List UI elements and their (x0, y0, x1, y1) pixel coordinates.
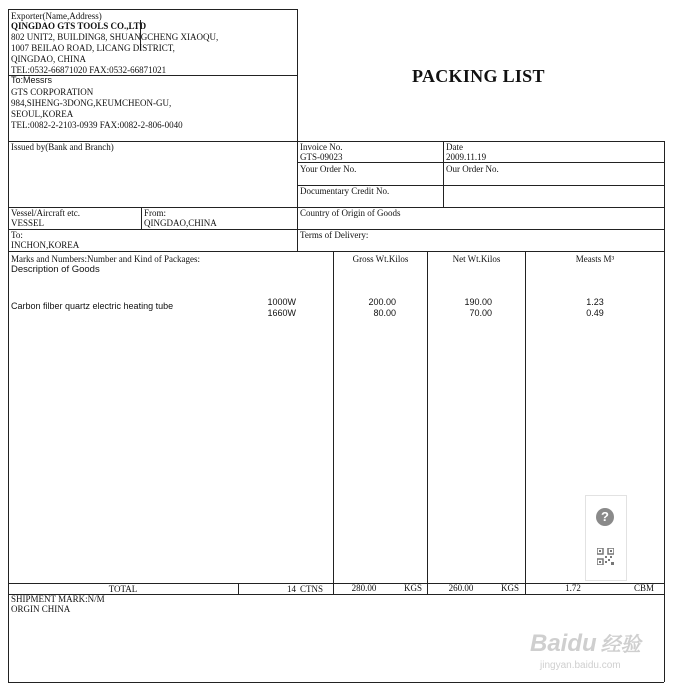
shipment-origin: ORGIN CHINA (11, 604, 71, 614)
meas-header: Measts M³ (575, 254, 615, 264)
watermark-brand-cn: 经验 (600, 634, 641, 656)
exporter-label: Exporter(Name,Address) (11, 11, 102, 21)
exporter-address-1: 802 UNIT2, BUILDING8, SHUANGCHENG XIAOQU, (11, 32, 219, 42)
consignee-contact: TEL:0082-2-2103-0939 FAX:0082-2-806-0040 (11, 120, 183, 130)
divider-invoice-date (443, 141, 444, 207)
net-header: Net Wt.Kilos (452, 254, 501, 264)
date-value: 2009.11.19 (446, 152, 487, 162)
floating-tool-widget (585, 495, 627, 581)
document-title: PACKING LIST (412, 66, 545, 86)
vessel-value: VESSEL (11, 218, 45, 228)
gross-header: Gross Wt.Kilos (352, 254, 409, 264)
our-order-label: Our Order No. (446, 164, 499, 174)
total-gross: 280.00 (351, 583, 377, 593)
consignee-label: To:Messrs (11, 75, 53, 85)
border-exporter-right (297, 9, 298, 252)
to-value: INCHON,KOREA (11, 240, 80, 250)
total-net-unit: KGS (501, 583, 520, 593)
table-row-meas: 1.23 (586, 297, 604, 307)
item-description: Carbon filber quartz electric heating tube (11, 301, 174, 311)
col-divider-total-label (238, 583, 239, 594)
exporter-address-2: 1007 BEILAO ROAD, LICANG DISTRICT, (11, 43, 175, 53)
total-gross-unit: KGS (404, 583, 423, 593)
table-row-meas: 0.49 (586, 308, 604, 318)
table-row-gross: 80.00 (373, 308, 396, 318)
table-row-net: 190.00 (464, 297, 492, 307)
your-order-label: Your Order No. (300, 164, 357, 174)
table-row-net: 70.00 (469, 308, 492, 318)
divider-vessel-from (141, 207, 142, 229)
from-label: From: (144, 208, 167, 218)
terms-label: Terms of Delivery: (300, 230, 369, 240)
border-left (8, 9, 9, 682)
exporter-name: QINGDAO GTS TOOLS CO.,LTD (11, 21, 147, 31)
table-row-gross: 200.00 (368, 297, 396, 307)
watermark-brand-text: Baidu (530, 630, 597, 657)
consignee-address-2: SEOUL,KOREA (11, 109, 74, 119)
invoice-no-value: GTS-09023 (300, 152, 343, 162)
watermark-url: jingyan.baidu.com (540, 660, 621, 671)
invoice-no-label: Invoice No. (300, 142, 343, 152)
total-meas-unit: CBM (634, 583, 655, 593)
watermark-brand (530, 628, 641, 658)
border-right (664, 141, 665, 682)
exporter-address-3: QINGDAO, CHINA (11, 54, 86, 64)
description-header: Description of Goods (11, 264, 100, 275)
total-label: TOTAL (108, 584, 138, 594)
total-meas: 1.72 (565, 583, 581, 593)
to-label: To: (11, 230, 23, 240)
issued-by-label: Issued by(Bank and Branch) (11, 142, 114, 152)
table-row-spec: 1000W (267, 297, 296, 307)
date-label: Date (446, 142, 463, 152)
divider-table-header (8, 251, 664, 252)
help-circle-icon[interactable]: ? (596, 508, 614, 526)
total-net: 260.00 (448, 583, 474, 593)
qr-code-icon[interactable] (597, 548, 614, 565)
table-row-spec: 1660W (267, 308, 296, 318)
border-bottom (8, 682, 664, 683)
doc-credit-label: Documentary Credit No. (300, 186, 390, 196)
shipment-mark-label: SHIPMENT MARK:N/M (11, 594, 105, 604)
vessel-label: Vessel/Aircraft etc. (11, 208, 80, 218)
total-packages-unit: CTNS (300, 584, 324, 594)
consignee-address-1: 984,SIHENG-3DONG,KEUMCHEON-GU, (11, 98, 172, 108)
marks-header: Marks and Numbers:Number and Kind of Packages: (11, 254, 200, 264)
border-top-left (8, 9, 298, 10)
total-packages: 14 (287, 584, 296, 594)
exporter-contact: TEL:0532-66871020 FAX:0532-66871021 (11, 65, 167, 75)
origin-label: Country of Origin of Goods (300, 208, 401, 218)
from-value: QINGDAO,CHINA (144, 218, 217, 228)
consignee-name: GTS CORPORATION (11, 87, 94, 97)
